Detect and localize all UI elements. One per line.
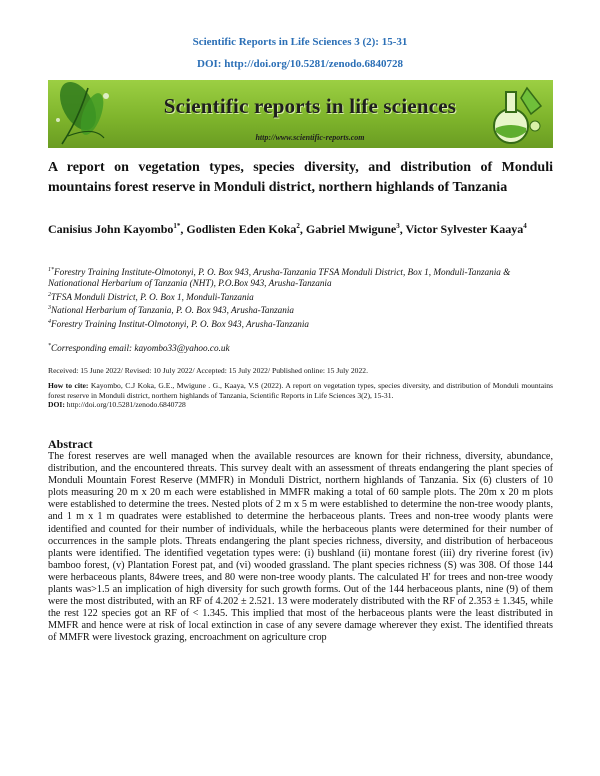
banner-title: Scientific reports in life sciences [163,94,457,118]
author-name: Canisius John Kayombo [48,222,174,236]
affiliation-item: $^2$TFSA Monduli District, P. O. Box 1, Monduli-Tanzania [48,291,254,302]
flask-icon [491,82,547,146]
author-name: Gabriel Mwigune [305,222,397,236]
journal-doi: DOI: http://doi.org/10.5281/zenodo.6840728 [197,58,403,70]
author-list: Canisius John Kayombo$^{1*}$, Godlisten Eden Koka$^2$, Gabriel Mwigune$^3$, Victor Sylvester Kaaya$^4$ [48,222,527,236]
abstract-body: The forest reserves are well managed when the available resources are known for their richness, diversity, abundance, distribution, and the encountered threats. This survey dealt with an assessment of threats endangering the plant species of Monduli Mountain Forest Reserve (MMFR) in Monduli District, northern highlands of Tanzania. Six (6) clusters of 10 plots measuring 20 m x 20 m each were established in MMFR making a total of 60 sample plots. The 20m x 20 m plots were established to determine the trees. Nested plots of 2 m x 5 m were established to determine the non-tree woody plants, and 1 m x 1 m quadrates were established to determine the herbaceous plants. Trees and non-tree woody plants were identified and counted for their number of individuals, while the herbaceous plants were determined for their number of occurrences in the sample plots. Threats endangering the plant species richness, diversity, and distribution of herbaceous plants were identified. The identified vegetation types were: (i) bushland (ii) montane forest (iii) dry riverine forest (iv) bamboo forest, (v) Plantation Forest pat, and (vi) wooded grassland. The plant species richness (S) was 308. Of those 144 were herbaceous plants, 84were trees, and 80 were non-tree woody plants. The calculated H' for trees and non-tree woody plants was>1.5 an implication of high diversity for such growth forms. Out of the 144 herbaceous plants, nine (9) of them were the most distributed, with an RF of 4.202 ± 2.521. 13 were moderately distributed with the RF of 2.353 ± 1.345, while the rest 122 species got an RF of < 1.345. This implied that most of the herbaceous plants were the least distributed in MMFR and hence were at risk of local extinction in case of any severe damage wherever they exist. The identified threats of MMFR were livestock grazing, encroachment on agriculture crop [48,451,553,644]
affiliation-item: $^4$Forestry Training Institut-Olmotonyi, P. O. Box 943, Arusha-Tanzania [48,318,310,329]
abstract-heading: Abstract [48,437,93,451]
affiliation-item: $^3$National Herbarium of Tanzania, P. O. Box 943, Arusha-Tanzania [48,305,294,316]
how-to-cite [48,381,553,410]
affiliation-list [48,265,553,330]
cite-doi-label: DOI: [48,400,65,410]
author-affiliation-marker: 3 [396,222,400,230]
how-to-cite-text: Kayombo, C.J Koka, G.E., Mwigune . G., Kaaya, V.S (2022). A report on vegetation types, species diversity, and distribution of Monduli mountains forest reserve in Monduli district, northern highlands of Tanzania, Scientific Reports in Life Sciences 3(2), 15-31. [48,381,553,400]
affiliation-item: $^{1*}$Forestry Training Institute-Olmotonyi, P. O. Box 943, Arusha-Tanzania TFSA Monduli District, Box 1, Monduli-Tanzania & Nationational Herbarium of Tanzania (NHT), P.O.Box 943, Arusha-Tanzania [48,267,511,289]
leaf-logo-icon [48,80,120,148]
journal-banner [48,80,553,148]
paper-title: A report on vegetation types, species diversity, and distribution of Monduli mountains forest reserve in Monduli district, northern highlands of Tanzania [48,160,553,195]
banner-url: http://www.scientific-reports.com [255,133,365,142]
author-name: Victor Sylvester Kaaya [405,222,524,236]
author-affiliation-marker: 1* [173,222,181,230]
author-affiliation-marker: 2 [296,222,300,230]
publication-dates: Received: 15 June 2022/ Revised: 10 July 2022/ Accepted: 15 July 2022/ Published online: 15 July 2022. [48,366,368,375]
journal-citation: Scientific Reports in Life Sciences 3 (2): 15-31 [192,36,408,48]
author-name: Godlisten Eden Koka [186,222,297,236]
how-to-cite-label: How to cite: [48,381,89,390]
author-affiliation-marker: 4 [523,222,527,230]
cite-doi-link[interactable]: http://doi.org/10.5281/zenodo.6840728 [64,400,186,410]
corresponding-email: *Corresponding email: kayombo33@yahoo.co.uk [48,343,230,354]
